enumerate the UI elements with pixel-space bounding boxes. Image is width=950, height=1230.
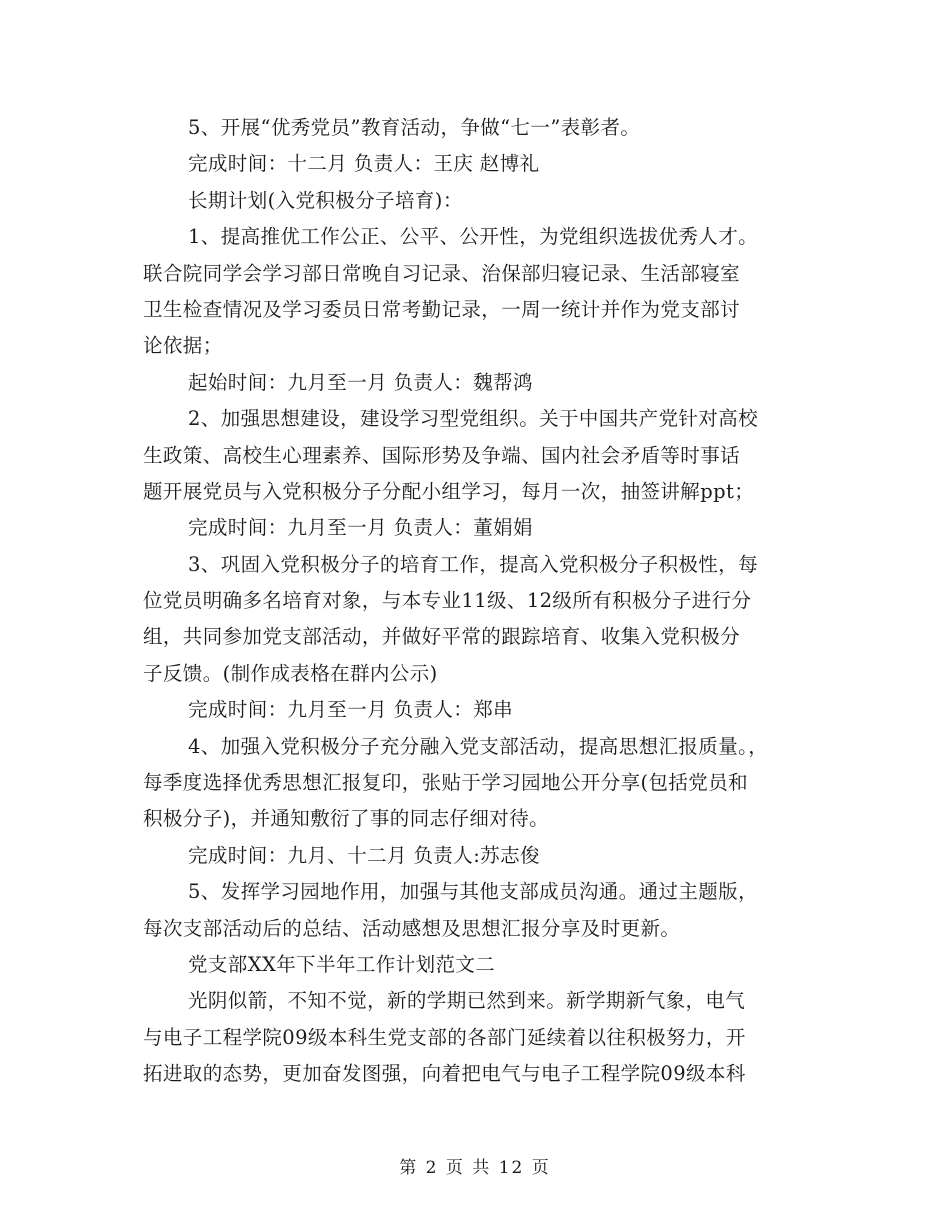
text-line: 论依据； <box>143 334 223 358</box>
text-line: 完成时间：九月至一月 负责人：郑串 <box>188 698 513 722</box>
text-line: 与电子工程学院09级本科生党支部的各部门延续着以往积极努力，开 <box>143 1025 746 1049</box>
text-line: 光阴似箭，不知不觉，新的学期已然到来。新学期新气象，电气 <box>188 989 746 1013</box>
text-line: 5、发挥学习园地作用，加强与其他支部成员沟通。通过主题版， <box>188 880 759 904</box>
text-line: 题开展党员与入党积极分子分配小组学习，每月一次，抽签讲解ppt； <box>143 479 755 503</box>
text-line: 子反馈。(制作成表格在群内公示) <box>143 661 438 685</box>
text-line: 完成时间：十二月 负责人：王庆 赵博礼 <box>188 152 540 176</box>
text-line: 起始时间：九月至一月 负责人：魏帮鸿 <box>188 370 533 394</box>
text-line: 党支部XX年下半年工作计划范文二 <box>188 952 496 976</box>
text-line: 3、巩固入党积极分子的培育工作，提高入党积极分子积极性，每 <box>188 552 759 576</box>
text-line: 卫生检查情况及学习委员日常考勤记录，一周一统计并作为党支部讨 <box>143 297 741 321</box>
text-line: 每次支部活动后的总结、活动感想及思想汇报分享及时更新。 <box>143 916 681 940</box>
text-line: 每季度选择优秀思想汇报复印，张贴于学习园地公开分享(包括党员和 <box>143 771 749 795</box>
document-body <box>143 110 823 1093</box>
text-line: 长期计划(入党积极分子培育)： <box>188 188 463 212</box>
text-line: 组，共同参加党支部活动，并做好平常的跟踪培育、收集入党积极分 <box>143 625 741 649</box>
text-line: 完成时间：九月、十二月 负责人:苏志俊 <box>188 843 540 867</box>
text-line: 拓进取的态势，更加奋发图强，向着把电气与电子工程学院09级本科 <box>143 1062 746 1086</box>
page-footer: 第 2 页 共 12 页 <box>399 1158 551 1178</box>
text-line: 2、加强思想建设，建设学习型党组织。关于中国共产党针对高校 <box>188 407 759 431</box>
text-line: 1、提高推优工作公正、公平、公开性，为党组织选拔优秀人才。 <box>188 225 759 249</box>
text-line: 联合院同学会学习部日常晚自习记录、治保部归寝记录、生活部寝室 <box>143 261 741 285</box>
text-line: 生政策、高校生心理素养、国际形势及争端、国内社会矛盾等时事话 <box>143 443 741 467</box>
text-line: 位党员明确多名培育对象，与本专业11级、12级所有积极分子进行分 <box>143 589 752 613</box>
text-line: 5、开展“优秀党员”教育活动，争做“七一”表彰者。 <box>188 116 641 139</box>
text-line: 完成时间：九月至一月 负责人：董娟娟 <box>188 516 533 540</box>
text-line: 积极分子)，并通知敷衍了事的同志仔细对待。 <box>143 807 550 831</box>
text-line: 4、加强入党积极分子充分融入党支部活动，提高思想汇报质量。， <box>188 734 769 758</box>
